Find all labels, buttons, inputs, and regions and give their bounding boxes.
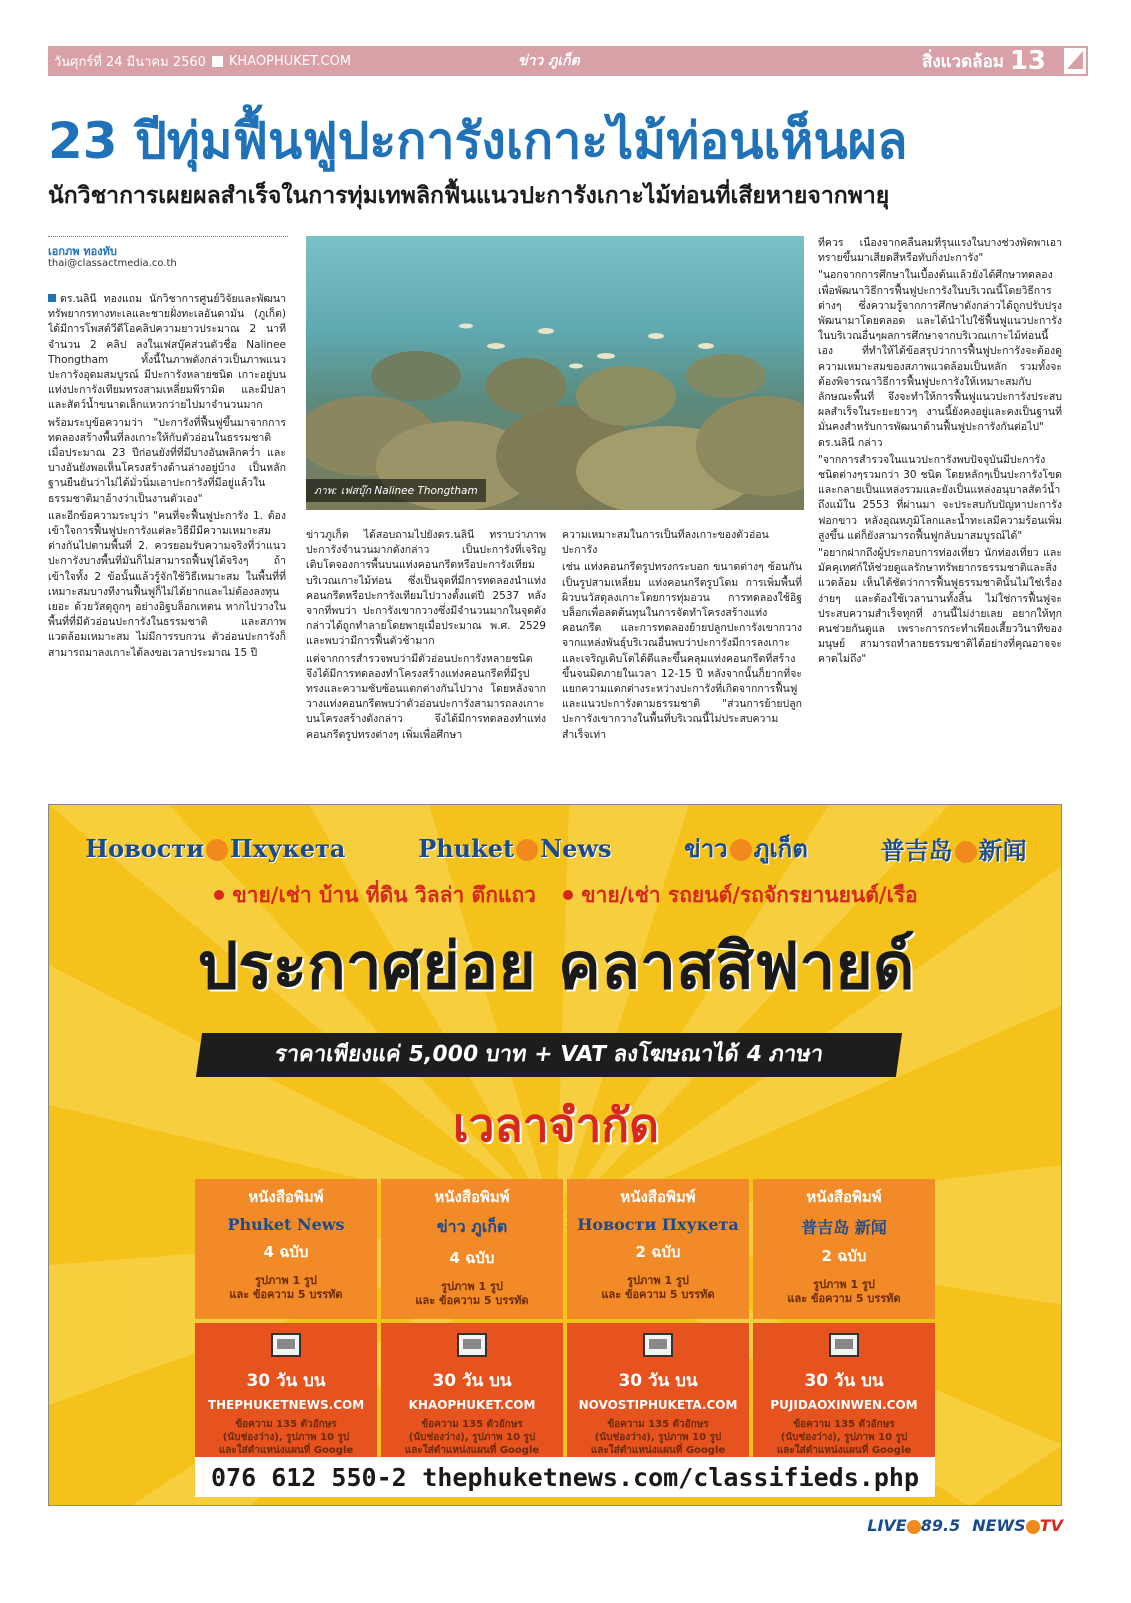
ad-categories	[49, 879, 1062, 912]
article-column-3	[562, 528, 802, 782]
package-web-desc: ข้อความ 135 ตัวอักษร (นับช่องว่าง), รูปภาพ 10 รูป และใส่ตำแหน่งแผนที่ Google	[218, 1419, 354, 1456]
ad-url[interactable]: thephuketnews.com/classifieds.php	[422, 1462, 919, 1492]
coral-reef-illustration	[306, 236, 804, 510]
paragraph: แต่จากการสำรวจพบว่ามีตัวอ่อนปะการังหลายชนิด จึงได้มีการทดลองทำโครงสร้างแท่งคอนกรีตที่มีรูปทรงและความซับซ้อนแตกต่างกันไปวาง โดยหลังจากวางแท่งคอนกรีตพบว่าตัวอ่อนปะการังสามารถลงเกาะบนโครงสร้างดังกล่าว จึงได้มีการทดลองทำแท่งคอนกรีตรูปทรงต่างๆ เพิ่มเพื่อศึกษา	[306, 652, 546, 741]
paragraph	[48, 292, 286, 414]
sun-icon	[955, 841, 977, 863]
print-package	[753, 1179, 935, 1319]
corner-triangle-icon	[1062, 46, 1088, 76]
article-subhead: นักวิชาการเผยผลสำเร็จในการทุ่มเทพลิกฟื้นแนวปะการังเกาะไม้ท่อนที่เสียหายจากพายุ	[48, 183, 890, 209]
header-section: สิ่งแวดล้อม	[921, 51, 1004, 72]
package-novosti[interactable]	[567, 1179, 749, 1473]
ad-phone[interactable]: 076 612 550-2	[211, 1462, 407, 1492]
page-number: 13	[1009, 46, 1046, 76]
package-copies: 2 ฉบับ	[821, 1247, 867, 1265]
ad-limited-time: เวลาจำกัด	[452, 1098, 660, 1152]
logo-pujidao: 普吉岛 新闻	[880, 835, 1027, 865]
package-khao-phuket[interactable]	[381, 1179, 563, 1473]
print-package	[381, 1179, 563, 1319]
package-desc: รูปภาพ 1 รูป และ ข้อความ 5 บรรทัด	[601, 1274, 715, 1301]
ad-tag-property: ขาย/เช่า บ้าน ที่ดิน วิลล่า ตึกแถว	[232, 883, 536, 907]
article-column-1	[48, 292, 286, 782]
browser-window-icon	[271, 1333, 301, 1357]
web-package	[753, 1323, 935, 1473]
package-brand: ข่าว ภูเก็ต	[436, 1217, 508, 1236]
package-copies: 2 ฉบับ	[635, 1243, 681, 1261]
paragraph: เช่น แท่งคอนกรีตรูปทรงกระบอก ขนาดต่างๆ ซ้อนกันเป็นรูปสามเหลี่ยม แท่งคอนกรีตรูปโดม การเพิ่มพื้นที่ผิวบนวัสดุลงเกาะโดยการทุ่มอวน การทดลองใช้อิฐบล็อกเพื่อลดต้นทุนในการจัดทำโครงสร้างแท่งคอนกรีต และการทดลองย้ายปลูกปะการังเขากวางจากแหล่งพันธุ์บริเวณอื่นพบว่าปะการังมีการลงเกาะและเจริญเติบโตได้ดีและขึ้นคลุมแท่งคอนกรีตที่สร้างขึ้นจนมิดภายในเวลา 12-15 ปี หลังจากนั้นก็ยากที่จะแยกความแตกต่างระหว่างปะการังที่เกิดจากการฟื้นฟูและแนวปะการังตามธรรมชาติ "ส่วนการย้ายปลูกปะการังเขากวางในพื้นที่บริเวณนี้ไม่ประสบความสำเร็จเท่า	[562, 561, 802, 741]
logo-khao-phuket: ข่าว ภูเก็ต	[684, 833, 808, 863]
photo-caption: ภาพ: เฟสบุ๊ก Nalinee Thongtham	[306, 479, 486, 502]
package-heading: หนังสือพิมพ์	[620, 1188, 696, 1206]
paragraph: "นอกจากการศึกษาในเบื้องต้นแล้วยังได้ศึกษาทดลองเพื่อพัฒนาวิธีการฟื้นฟูปะการังในบริเวณนี้โดยวิธีการต่างๆ ซึ่งความรู้จากการศึกษาดังกล่าวได้ถูกปรับปรุงพัฒนามาโดยตลอด และได้นำไปใช้ฟื้นฟูแนวปะการังในบริเวณอื่นๆผลการศึกษาจากบริเวณเกาะไม้ท่อนนี้เอง ที่ทำให้ได้ข้อสรุปว่าการฟื้นฟูปะการังจะต้องดูความเหมาะสมของสภาพแวดล้อมเป็นหลัก รวมทั้งจะต้องพิจารณาวิธีการฟื้นฟูปะการังให้เหมาะสมกับลักษณะพื้นที่ จึงจะทำให้การฟื้นฟูแนวปะการังประสบผลสำเร็จในระยะยาวๆ งานนี้ยังคงอยู่และคงเป็นฐานที่มั่นคงสำหรับการพัฒนาด้านฟื้นฟูปะการังกันต่อไป" ดร.นลินี กล่าว	[818, 269, 1062, 449]
ad-tag-vehicle: ขาย/เช่า รถยนต์/รถจักรยานยนต์/เรือ	[581, 883, 918, 907]
logo-phuket-news: Phuket News	[418, 833, 612, 863]
byline-author: เอกภพ ทองทับ	[48, 245, 117, 258]
package-days: 30 วัน บน	[618, 1371, 698, 1391]
ad-price-banner: ราคาเพียงแค่ 5,000 บาท + VAT ลงโฆษณาได้ 4 ภาษา	[196, 1033, 902, 1077]
paragraph: และอีกข้อความระบุว่า "คนที่จะฟื้นฟูปะการัง 1. ต้องเข้าใจการฟื้นฟูปะการังแต่ละวิธีมีมีความเหมาะสมต่างกันไปตามพื้นที่ 2. ควรยอมรับความจริงที่ว่าแนวปะการังบางพื้นที่มันก็ไม่สามารถฟื้นฟูได้จริงๆ ถ้าเข้าใจทั้ง 2 ข้อนั้นแล้วรู้จักใช้วิธีเหมาะสม ในพื้นที่ที่เหมาะสมบางทีงานฟื้นฟูก็ไม่ได้ยากและไม่ต้องลงทุนเยอะ ด้วยวัสดุถูกๆ อย่างอิฐบล็อกเหตน หากไปวางในพื้นที่ที่มีตัวอ่อนปะการังในธรรมชาติ และสภาพแวดล้อมเหมาะสม ไม่มีการรบกวน ตัวอ่อนปะการังก็สามารถมาลงเกาะได้ลงขอเวลาประมาณ 15 ปี	[48, 509, 286, 659]
header-site[interactable]: KHAOPHUKET.COM	[228, 53, 352, 69]
package-desc: รูปภาพ 1 รูป และ ข้อความ 5 บรรทัด	[415, 1280, 529, 1307]
package-web-desc: ข้อความ 135 ตัวอักษร (นับช่องว่าง), รูปภาพ 10 รูป และใส่ตำแหน่งแผนที่ Google	[590, 1419, 726, 1456]
sun-icon	[206, 839, 228, 861]
paragraph: ที่ควร เนื่องจากคลื่นลมที่รุนแรงในบางช่วงพัดพาเอาทรายขึ้นมาเสียดสีหรือทับกิ่งปะการัง"	[818, 237, 1062, 265]
header-date: วันศุกร์ที่ 24 มีนาคม 2560	[54, 54, 206, 70]
package-heading: หนังสือพิมพ์	[248, 1188, 324, 1206]
coral-reef-photo	[306, 236, 804, 510]
package-days: 30 วัน บน	[246, 1371, 326, 1391]
package-heading: หนังสือพิมพ์	[434, 1188, 510, 1206]
byline-email[interactable]: thai@classactmedia.co.th	[48, 258, 177, 269]
package-site: THEPHUKETNEWS.COM	[207, 1398, 365, 1412]
package-brand: Новости Пхукета	[577, 1215, 739, 1234]
paragraph: "จากการสำรวจในแนวปะการังพบปัจจุบันมีปะการังชนิดต่างๆรวมกว่า 30 ชนิด โดยหลักๆเป็นปะการังโขด และกลายเป็นแหล่งรวมและยังเป็นแหล่งอนุบาลสัตว์น้ำ ถึงแม้ใน 2553 ที่ผ่านมา จะประสบกับปัญหาปะการังฟอกขาว หลังอุณหภูมิโลกและน้ำทะเลมีความร้อนเพิ่มสูงขึ้น แต่ก็ยังสามารถฟื้นฟูกลับมาสมบูรณ์ได้"	[818, 453, 1062, 542]
paragraph: "อยากฝากถึงผู้ประกอบการท่องเที่ยว นักท่องเที่ยว และมัคคุเทศก์ให้ช่วยดูแลรักษาทรัพยากรธรรมชาติและสิ่งแวดล้อม เห็นได้ชัดว่าการฟื้นฟูธรรมชาตินั้นไม่ใช่เรื่องง่ายๆ และต้องใช้เวลานานทั้งสิ้น ไม่ใช่การฟื้นฟูจะประสบความสำเร็จทุกที่ งานนี้ไม่ง่ายเลย อยากให้ทุกคนช่วยกันดูแล เพราะการกระทำเพียงเสี้ยววินาทีของมนุษย์ สามารถทำลายธรรมชาติได้อย่างที่คุณอาจจะคาดไม่ถึง"	[818, 547, 1062, 666]
package-site: KHAOPHUKET.COM	[408, 1398, 536, 1412]
package-web-desc: ข้อความ 135 ตัวอักษร (นับช่องว่าง), รูปภาพ 10 รูป และใส่ตำแหน่งแผนที่ Google	[404, 1419, 540, 1456]
package-desc: รูปภาพ 1 รูป และ ข้อความ 5 บรรทัด	[229, 1274, 343, 1301]
web-package	[381, 1323, 563, 1473]
package-copies: 4 ฉบับ	[449, 1249, 495, 1267]
package-site: PUJIDAOXINWEN.COM	[770, 1398, 918, 1412]
package-heading: หนังสือพิมพ์	[806, 1188, 882, 1206]
article-column-2	[306, 528, 546, 782]
package-web-desc: ข้อความ 135 ตัวอักษร (นับช่องว่าง), รูปภาพ 10 รูป และใส่ตำแหน่งแผนที่ Google	[776, 1419, 912, 1456]
ad-packages	[195, 1179, 935, 1473]
sun-icon	[730, 839, 752, 861]
header-logo: ข่าว ภูเก็ต	[518, 53, 580, 69]
page-header	[48, 46, 1088, 76]
byline-divider	[48, 236, 288, 237]
news-tv-logo: NEWS TV	[972, 1516, 1063, 1535]
square-bullet-icon	[48, 294, 56, 302]
package-phuket-news[interactable]	[195, 1179, 377, 1473]
live-radio-logo: LIVE 89.5	[867, 1516, 961, 1535]
browser-window-icon	[829, 1333, 859, 1357]
ad-contact-bar	[195, 1457, 935, 1497]
classified-advertisement[interactable]	[48, 804, 1062, 1506]
web-package	[195, 1323, 377, 1473]
square-bullet-icon	[212, 56, 223, 67]
sun-icon	[907, 1520, 921, 1534]
print-package	[567, 1179, 749, 1319]
package-days: 30 วัน บน	[804, 1371, 884, 1391]
article-column-4	[818, 236, 1062, 782]
sun-icon	[516, 839, 538, 861]
browser-window-icon	[643, 1333, 673, 1357]
paragraph: ข่าวภูเก็ต ได้สอบถามไปยังดร.นลินี ทราบว่าภาพปะการังจำนวนมากดังกล่าว เป็นปะการังที่เจริญเติบโตจองการพื้นบนแท่งคอนกรีตหรือปะการังเทียมบริเวณเกาะไม้ท่อน ซึ่งเป็นจุดที่มีการทดลองนำแท่งคอนกรีตหรือปะการังเทียมไปวางตั้งแต่ปี 2537 หลังจากที่พบว่า ปะการังเขากวางซึ่งมีจำนวนมากในจุดดังกล่าวได้ถูกทำลายโดยพายุเมื่อประมาณ พ.ศ. 2529 และพบว่ามีการฟื้นตัวช้ามาก	[306, 529, 546, 648]
paragraph-text: ดร.นลินี ทองแถม นักวิชาการศูนย์วิจัยและพัฒนาทรัพยากรทางทะเลและชายฝั่งทะเลอันดามัน (ภูเก็ต) ได้มีการโพสต์วีดีโอคลิปความยาวประมาณ 2 นาที จำนวน 2 คลิป ลงในเฟสบุ๊คส่วนตัวชื่อ Nalinee Thongtham ทั้งนี้ในภาพดังกล่าวเป็นภาพแนวปะการังอุดมสมบูรณ์ มีปะการังหลายชนิด เกาะอยู่บนแท่งปะการังเทียมทรงสามเหลี่ยมพีรามิด และมีปลาและสัตว์น้ำขนาดเล็กแหวกว่ายไปมาจำนวนมาก	[48, 293, 286, 412]
red-dot-icon	[563, 890, 573, 900]
browser-window-icon	[457, 1333, 487, 1357]
paragraph: พร้อมระบุข้อความว่า "ปะการังที่ฟื้นฟูขึ้นมาจากการทดลองสร้างพื้นที่ลงเกาะให้กับตัวอ่อนในธรรมชาติ เมื่อประมาณ 23 ปีก่อนยังที่ที่มีบางอันพลิกคว่ำ และบางอันยังพอเห็นโครงสร้างด้านล่างอยู่บ้าง เป็นหลักฐานยืนยันว่าไม่ได้มั่วนิ่มเอาปะการังที่มีอยู่แล้วในธรรมชาติมาอ้างว่าเป็นงานตัวเอง"	[48, 416, 286, 505]
package-brand: Phuket News	[227, 1215, 345, 1234]
ad-title: ประกาศย่อย คลาสสิฟายด์	[197, 930, 915, 1004]
sun-icon	[1026, 1520, 1040, 1534]
web-package	[567, 1323, 749, 1473]
print-package	[195, 1179, 377, 1319]
package-brand: 普吉岛 新闻	[801, 1218, 887, 1237]
logo-novosti: Новости Пхукета	[85, 833, 346, 863]
red-dot-icon	[214, 890, 224, 900]
package-copies: 4 ฉบับ	[263, 1243, 309, 1261]
paragraph: ความเหมาะสมในการเป็นที่ลงเกาะของตัวอ่อนปะการัง	[562, 529, 769, 557]
package-desc: รูปภาพ 1 รูป และ ข้อความ 5 บรรทัด	[787, 1278, 901, 1305]
package-site: NOVOSTIPHUKETA.COM	[578, 1398, 738, 1412]
package-pujidao[interactable]	[753, 1179, 935, 1473]
package-days: 30 วัน บน	[432, 1371, 512, 1391]
article-headline: 23 ปีทุ่มฟื้นฟูปะการังเกาะไม้ท่อนเห็นผล	[48, 112, 908, 170]
footer-logos	[867, 1516, 1063, 1535]
ad-brand-logos	[49, 821, 1062, 875]
